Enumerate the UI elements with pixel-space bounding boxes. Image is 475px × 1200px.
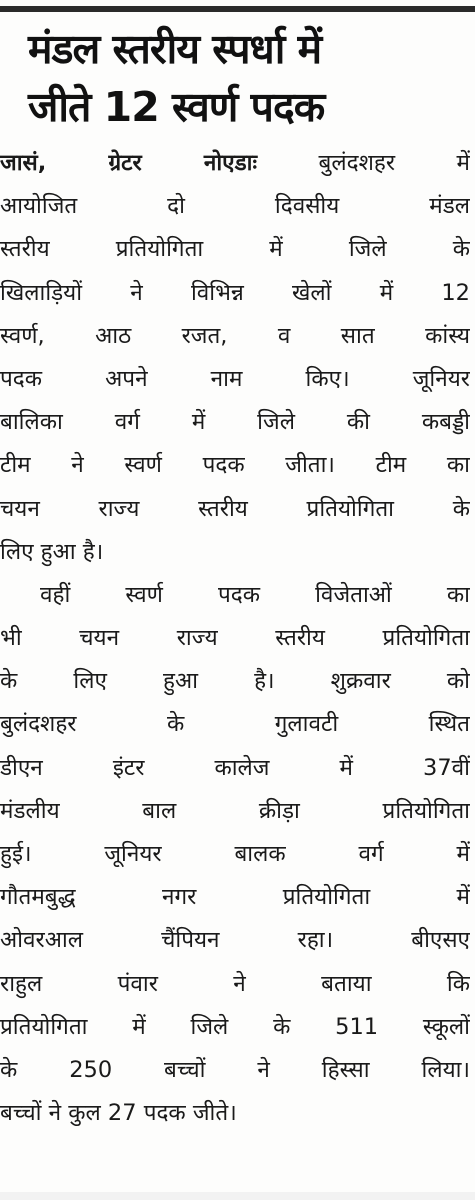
bottom-edge <box>0 1192 475 1200</box>
article-body <box>0 142 470 1135</box>
body-line <box>0 142 470 185</box>
body-line-paragraph-start: वहीं स्वर्ण पदक विजेताओं का <box>40 581 470 608</box>
body-line: चयन राज्य स्तरीय प्रतियोगिता के <box>0 495 470 522</box>
body-line: पदक अपने नाम किए। जूनियर <box>0 365 470 392</box>
body-line: प्रतियोगिता में जिले के 511 स्कूलों <box>0 1013 470 1040</box>
body-line: टीम ने स्वर्ण पदक जीता। टीम का <box>0 452 470 479</box>
body-line: खिलाड़ियों ने विभिन्न खेलों में 12 <box>0 279 470 306</box>
body-line: डीएन इंटर कालेज में 37वीं <box>0 754 470 781</box>
body-line: मंडलीय बाल क्रीड़ा प्रतियोगिता <box>0 797 470 824</box>
headline-line-1: मंडल स्तरीय स्पर्धा में <box>28 25 322 73</box>
body-line: राहुल पंवार ने बताया कि <box>0 970 470 997</box>
top-border-rule <box>0 6 475 12</box>
body-line-text: बुलंदशहर में <box>318 150 470 176</box>
headline <box>28 20 468 136</box>
body-line: ओवरआल चैंपियन रहा। बीएसए <box>0 927 470 954</box>
body-line: के लिए हुआ है। शुक्रवार को <box>0 668 470 695</box>
body-line: स्वर्ण, आठ रजत, व सात कांस्य <box>0 322 470 349</box>
body-line: आयोजित दो दिवसीय मंडल <box>0 193 470 220</box>
body-line: स्तरीय प्रतियोगिता में जिले के <box>0 236 470 263</box>
body-line: हुई। जूनियर बालक वर्ग में <box>0 841 470 867</box>
dateline: जासं, ग्रेटर नोएडाः <box>0 150 258 176</box>
body-line: बुलंदशहर के गुलावटी स्थित <box>0 711 470 738</box>
body-line: बच्चों ने कुल 27 पदक जीते। <box>0 1100 237 1127</box>
body-line: गौतमबुद्ध नगर प्रतियोगिता में <box>0 884 470 911</box>
body-line: के 250 बच्चों ने हिस्सा लिया। <box>0 1056 470 1083</box>
body-line: बालिका वर्ग में जिले की कबड्डी <box>0 409 470 436</box>
headline-line-2: जीते 12 स्वर्ण पदक <box>28 83 325 131</box>
body-line: भी चयन राज्य स्तरीय प्रतियोगिता <box>0 625 470 652</box>
body-line: लिए हुआ है। <box>0 538 104 565</box>
